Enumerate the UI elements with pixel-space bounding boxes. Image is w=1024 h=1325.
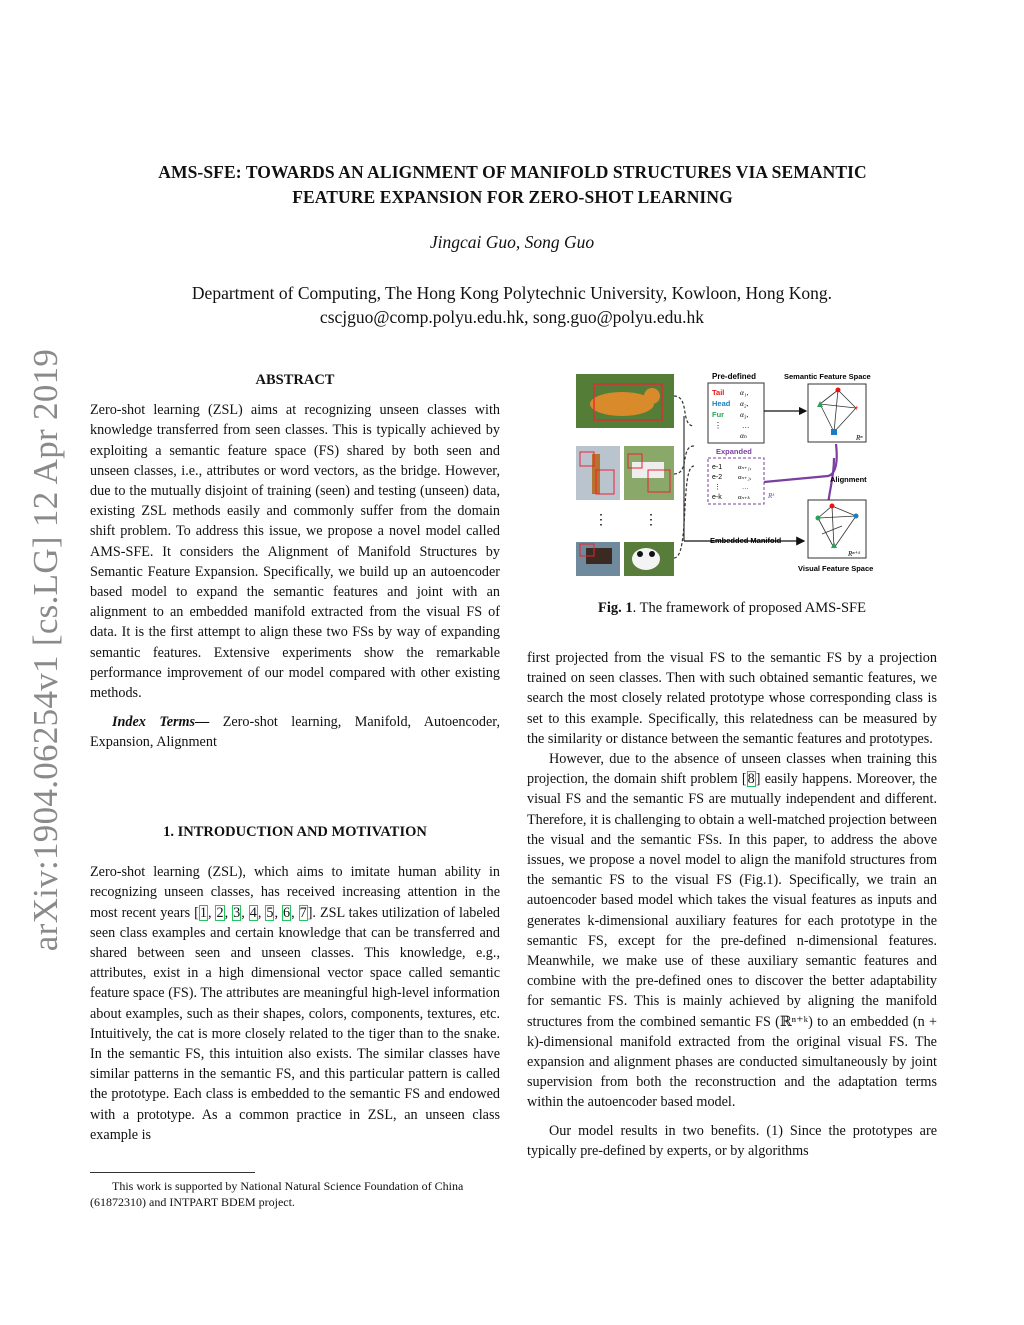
arxiv-id: arXiv:1904.06254v1 [cs.LG] 12 Apr 2019: [26, 348, 65, 952]
svg-text:⋮: ⋮: [644, 511, 658, 527]
abstract-section: [90, 370, 500, 753]
exp-alpha-dots: …: [742, 484, 749, 491]
alpha-dots: …: [742, 421, 750, 430]
exp-attr-2: e-2: [712, 474, 723, 481]
intro-text-b: ]. ZSL takes utilization of labeled seen class examples and certain knowledge that can be transferred and shared between seen and unseen classes. This knowledge, e.g., attributes, exist in a high dimensional vector space called semantic feature space (FS). The attributes are meaningful high-level information about examples, such as their shapes, colors, components, textures, etc. Intuitively, the cat is more closely related to the tiger than to the snake. In the semantic FS, this intuition also exists. The similar classes have similar patterns in the semantic FS, and this particular pattern is called the prototype. Each class is embedded to the semantic FS and endowed with a prototype. As a common practice in ZSL, an unseen class example is: [90, 904, 501, 1143]
semantic-fs-label: Semantic Feature Space: [784, 372, 871, 381]
attr-fur: Fur: [712, 410, 725, 419]
citation-link[interactable]: 4: [249, 904, 257, 921]
citation-link[interactable]: 7: [299, 904, 307, 921]
exp-attr-k: e-k: [712, 494, 722, 501]
rk-label: Rᵏ: [768, 492, 775, 500]
alpha-3: α₃,: [740, 410, 749, 419]
affiliation-block: [0, 281, 1024, 329]
citation-link[interactable]: 8: [747, 771, 755, 788]
index-terms-label: Index Terms—: [112, 714, 210, 731]
citation-link[interactable]: 1: [199, 904, 207, 921]
footnote-rule: [90, 1172, 255, 1173]
caption-text: . The framework of proposed AMS-SFE: [632, 600, 866, 616]
abstract-text: Zero-shot learning (ZSL) aims at recognizing unseen classes with knowledge transferred from seen classes. This is typically achieved by exploiting a semantic feature space (FS) shared by both seen and unseen classes, i.e., attributes or word vectors, as the bridge. However, due to the mutually disjoint of training (seen) and testing (unseen) data, existing ZSL methods easily and commonly suffer from the domain shift problem. To address this issue, we propose a novel model called AMS-SFE. It considers the Alignment of Manifold Structures by Semantic Feature Expansion. Specifically, we build up an autoencoder based model to expand the semantic features and joint with an alignment to an embedded manifold extracted from the visual FS of data. It is the first attempt to align these two FSs by way of expanding semantic features. Extensive experiments show the remarkable performance improvement of our model compared with other existing methods.: [90, 402, 500, 702]
arxiv-stamp: [20, 348, 72, 952]
framework-diagram: [572, 366, 892, 580]
expanded-label: Expanded: [716, 447, 752, 456]
exp-attr-dots: ⋮: [714, 484, 721, 491]
svg-text:⋮: ⋮: [594, 511, 608, 527]
embedded-manifold-label: Embedded Manifold: [710, 536, 782, 545]
index-terms: [90, 712, 500, 752]
predefined-label: Pre-defined: [712, 372, 757, 381]
exp-attr-1: e-1: [712, 464, 723, 471]
alpha-2: α₂,: [740, 399, 749, 408]
emails: cscjguo@comp.polyu.edu.hk, song.guo@polyu.edu.hk: [319, 307, 705, 327]
attr-ellipsis: ⋮: [714, 421, 722, 430]
right-paragraph-2: [527, 749, 937, 1113]
title-line-2: FEATURE EXPANSION FOR ZERO-SHOT LEARNING: [292, 187, 733, 207]
right-p2-text-a: However, due to the absence of unseen classes when training this projection, the domain shift problem [: [527, 751, 937, 788]
affiliation: Department of Computing, The Hong Kong Polytechnic University, Kowloon, Hong Kong.: [191, 283, 833, 303]
intro-text-a: Zero-shot learning (ZSL), which aims to imitate human ability in recognizing unseen classes, has received increasing attention in the most recent years [: [90, 864, 500, 921]
paper-title: [90, 160, 935, 210]
section-1-heading: 1. INTRODUCTION AND MOTIVATION: [163, 824, 427, 840]
intro-paragraph-1: Zero-shot learning (ZSL), which aims to imitate human ability in recognizing unseen classes, has received increasing attention in the most recent years [1, 2, 3, 4, 5, 6, 7]. ZSL takes utilization of labeled seen class examples and certain knowledge that can be transferred and shared between seen and unseen classes. This knowledge, e.g., attributes, exist in a high dimensional vector space called semantic feature space (FS). The attributes are meaningful high-level information about examples, such as their shapes, colors, components, textures, etc. Intuitively, the cat is more closely related to the tiger than to the snake. In the semantic FS, this intuition also exists. The similar classes have similar patterns in the semantic FS, and this particular pattern is called the prototype. Each class is embedded to the semantic FS and endowed with a prototype. As a common practice in ZSL, an unseen class example is: [90, 864, 501, 1143]
caption-label: Fig. 1: [598, 600, 633, 616]
figure-caption: [527, 600, 937, 617]
citation-link[interactable]: 2: [216, 904, 224, 921]
exp-alpha-k: αₙ₊ₖ: [738, 494, 750, 501]
svg-text:+: +: [854, 404, 859, 413]
introduction-section: [90, 822, 500, 1145]
alignment-label: Alignment: [830, 475, 867, 484]
visual-fs-label: Visual Feature Space: [798, 564, 874, 573]
right-p2-text-b: ] easily happens. Moreover, the visual FS and the semantic FS are mutually independent and different. Therefore, it is challenging to obtain a well-matched projection between the visual and the semantic FSs. In this paper, to address the above issues, we propose a novel model to align the manifold structures from the semantic FS to the visual FS (Fig.1). Specifically, we train an autoencoder based model which takes the visual features as inputs and generates k-dimensional auxiliary features for each prototype in the semantic FS, except for the pre-defined n-dimensional features. Meanwhile, we make use of these auxiliary semantic features and combine with the pre-defined ones to discover the better adaptability for semantic FS. This is mainly achieved by aligning the manifold structures from the combined semantic FS (ℝⁿ⁺ᵏ) to an embedded (n + k)-dimensional manifold extracted from the original visual FS. The expansion and alignment phases are conducted simultaneously by joint supervision from both the reconstruction and the adaptation terms within the autoencoder based model.: [527, 771, 937, 1111]
footnote-text: This work is supported by National Natural Science Foundation of China (61872310) and INTPART BDEM project.: [90, 1179, 464, 1209]
footnote: [90, 1178, 500, 1210]
right-paragraph-3: Our model results in two benefits. (1) Since the prototypes are typically pre-defined by experts, or by algorithms: [527, 1122, 937, 1159]
exp-alpha-1: αₙ₊₁,: [738, 464, 752, 471]
citation-link[interactable]: 6: [282, 904, 291, 921]
attr-head: Head: [712, 399, 731, 408]
abstract-heading: ABSTRACT: [255, 372, 335, 388]
authors: Jingcai Guo, Song Guo: [429, 232, 595, 252]
right-paragraph-1: first projected from the visual FS to the semantic FS by a projection trained on seen classes. Then with such obtained semantic features, we search the most closely related prototype whose corresponding class is set to this example. Specifically, this relatedness can be measured by the similarity or distance between the semantic features and prototypes.: [527, 650, 937, 747]
rn-label: Rⁿ: [856, 434, 863, 442]
alpha-1: α₁,: [740, 388, 749, 397]
exp-alpha-2: αₙ₊₂,: [738, 474, 752, 481]
alpha-n: αₙ: [740, 431, 747, 440]
figure-1: [572, 366, 892, 580]
citation-link[interactable]: 3: [233, 904, 241, 921]
right-column-text: [527, 648, 937, 1161]
rnk-label: Rⁿ⁺ᵏ: [848, 550, 861, 558]
attr-tail: Tail: [712, 388, 725, 397]
index-terms-text: Zero-shot learning, Manifold, Autoencoder, Expansion, Alignment: [90, 714, 500, 751]
title-line-1: AMS-SFE: TOWARDS AN ALIGNMENT OF MANIFOLD STRUCTURES VIA SEMANTIC: [158, 162, 867, 182]
citation-link[interactable]: 5: [266, 904, 274, 921]
